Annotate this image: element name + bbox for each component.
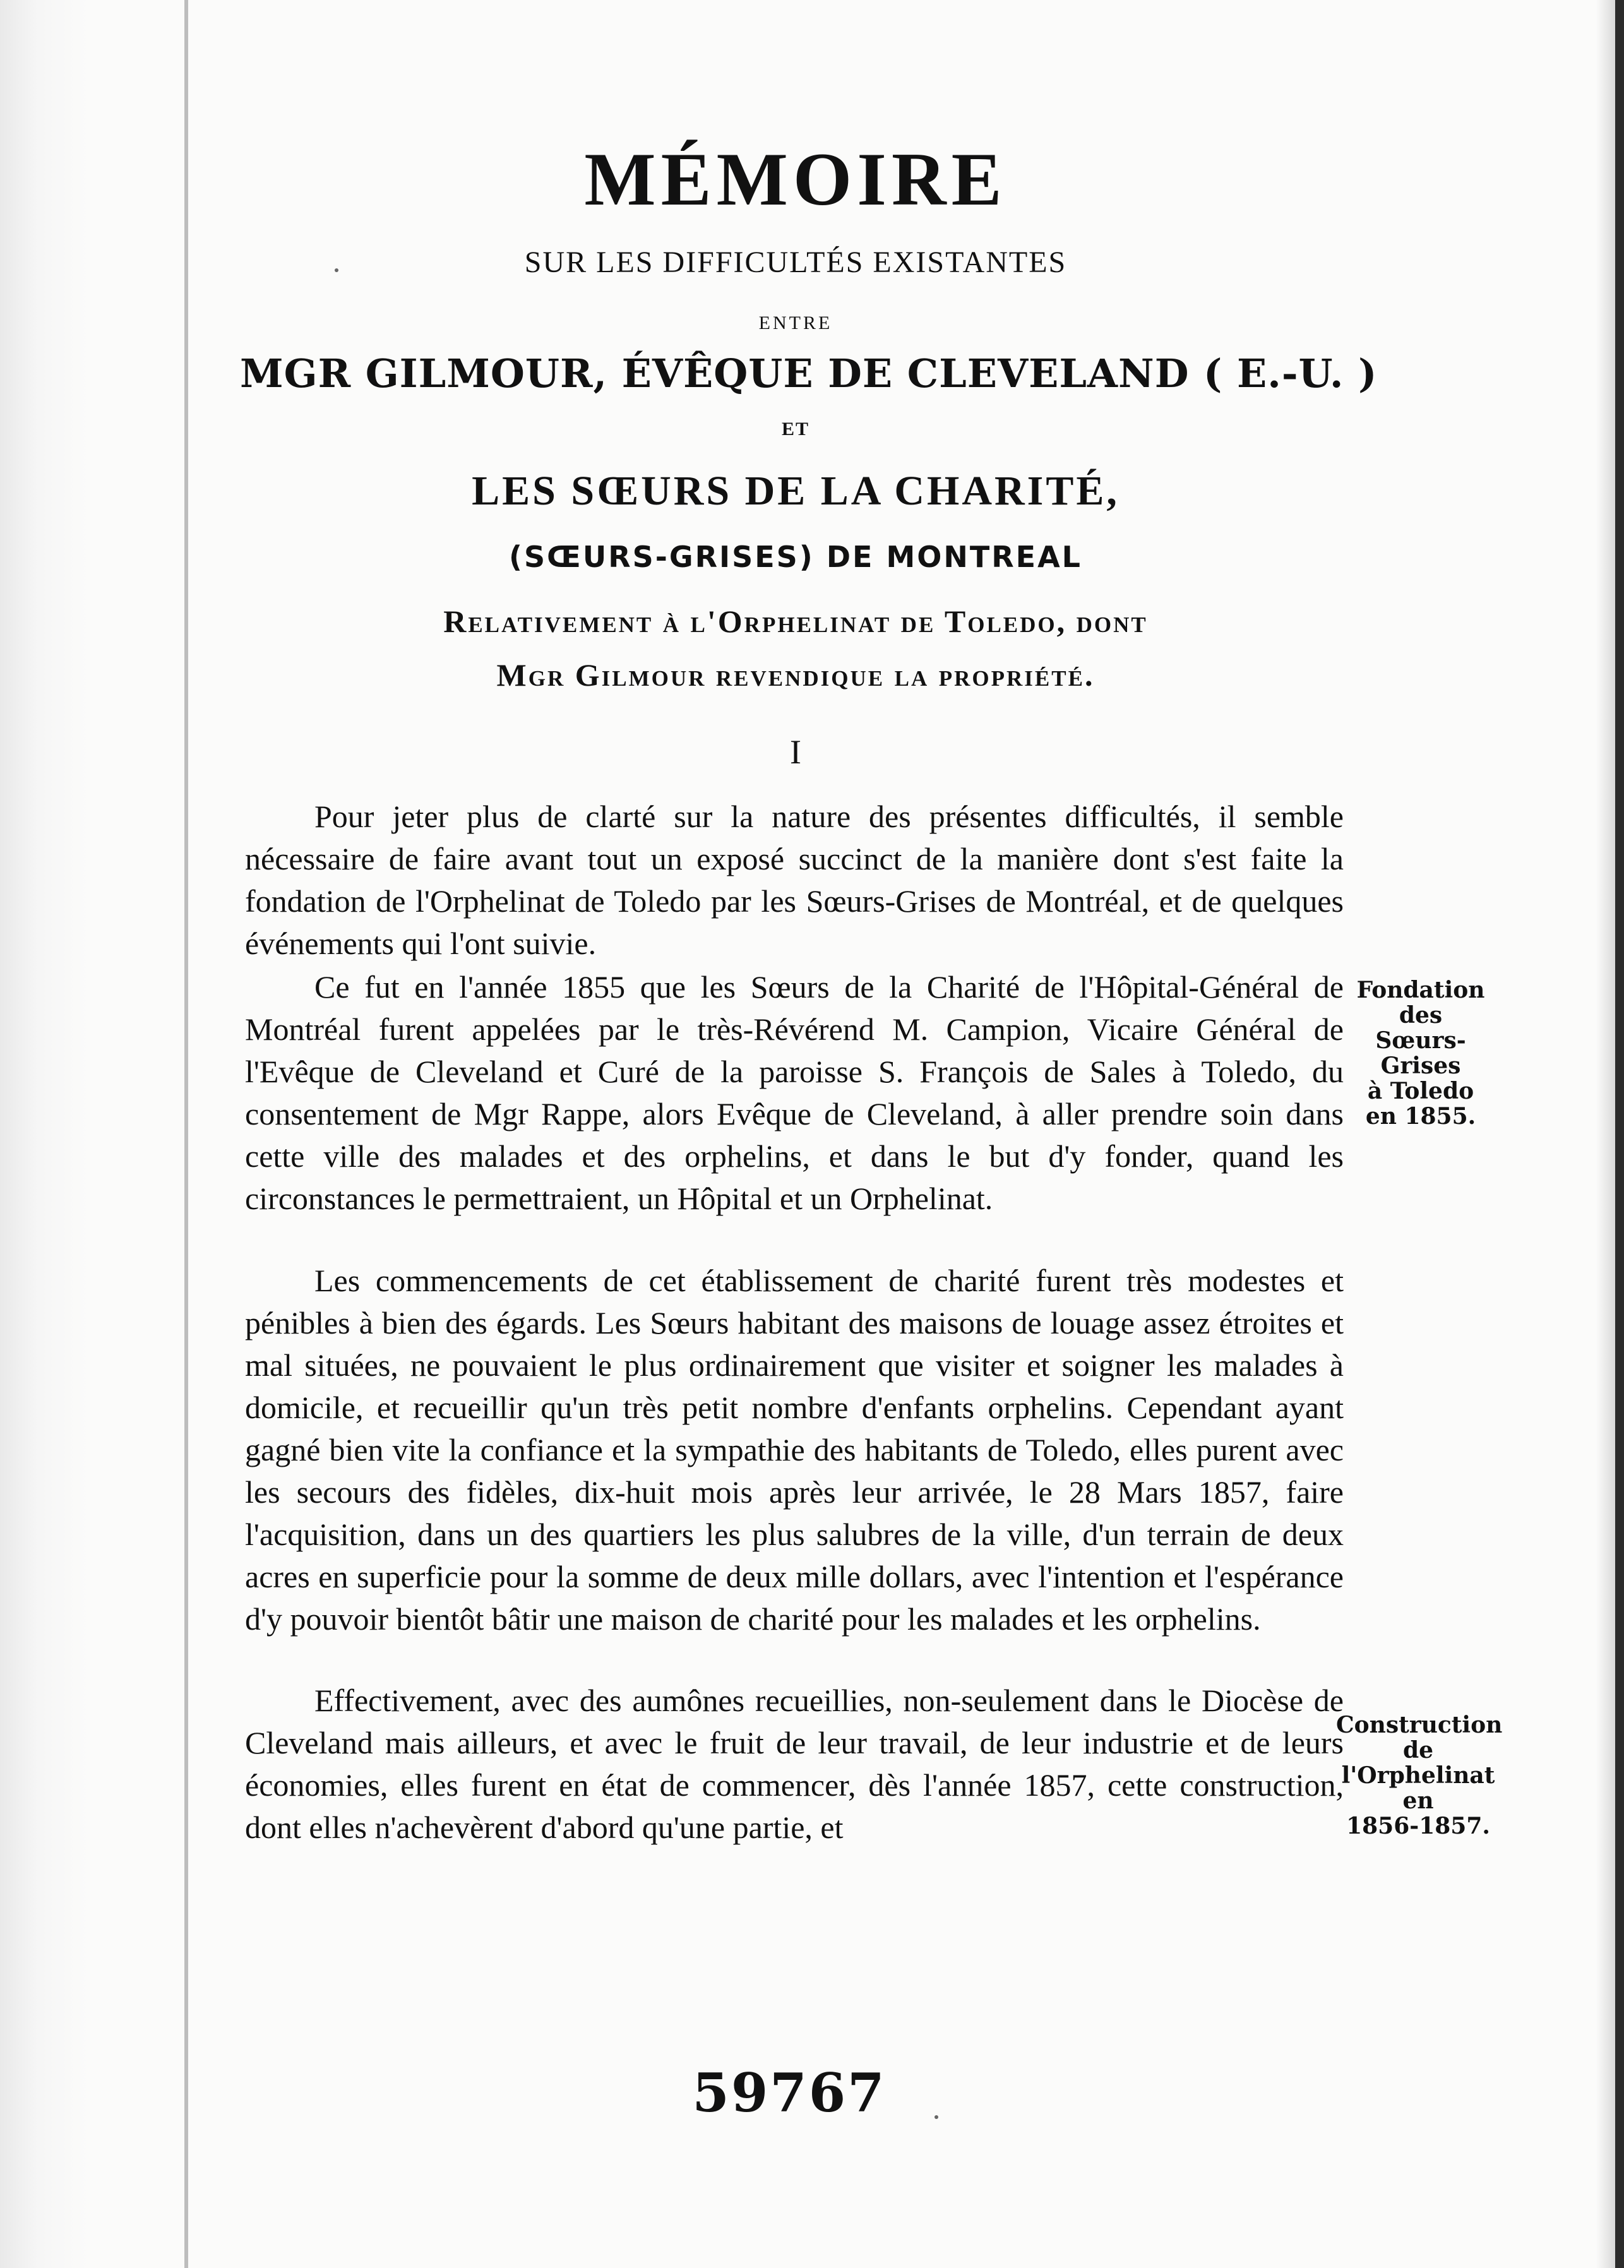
document-subtitle: SUR LES DIFFICULTÉS EXISTANTES [524,246,1067,279]
print-speck [934,2115,938,2119]
paragraph-text: Pour jeter plus de clarté sur la nature des présentes difficultés, il semble nécessaire de faire avant tout un exposé succinct de la manière dont s'est faite la fondation de l'Orphelinat de Toledo par les Sœurs-Grises de Montréal, et de quelques événements qui l'ont suivie. [245,799,1344,961]
entre-word: ENTRE [758,313,833,333]
page-left-edge [0,0,189,2268]
margin-note-line: 1856-1857. [1346,1813,1490,1839]
margin-note-fondation [1339,977,1503,1129]
margin-note-line: en [1402,1788,1434,1814]
paragraph-1 [245,796,1344,965]
margin-note-line: à Toledo [1367,1078,1474,1104]
paragraph-3 [245,1260,1344,1640]
section-number: I [790,733,801,771]
catalog-number: 59767 [692,2062,887,2124]
paragraph-text: Effectivement, avec des aumônes recueillies, non-seulement dans le Diocèse de Cleveland mais ailleurs, et avec le fruit de leur travail, de leur industrie et de leurs économies, elles furent en état de commencer, dès l'année 1857, cette construction, dont elles n'achevèrent d'abord qu'une partie, et [245,1683,1344,1845]
revendique-line: Mgr Gilmour revendique la propriété. [496,657,1095,693]
paragraph-2 [245,966,1344,1220]
et-word: ET [781,419,810,439]
document-title: MÉMOIRE [584,137,1007,221]
grises-line: (SŒURS-GRISES) DE MONTREAL [509,540,1082,574]
sisters-line: LES SŒURS DE LA CHARITÉ, [472,468,1119,514]
margin-note-line: de [1402,1737,1434,1764]
margin-note-line: des [1399,1002,1443,1029]
margin-note-line: Construction [1336,1712,1503,1738]
paragraph-4 [245,1680,1344,1849]
paragraph-text: Ce fut en l'année 1855 que les Sœurs de la Charité de l'Hôpital-Général de Montréal furent appelées par le très-Révérend M. Campion, Vicaire Général de l'Evêque de Cleveland et Curé de la paroisse S. François de Sales à Toledo, du consentement de Mgr Rappe, alors Evêque de Cleveland, à aller prendre soin dans cette ville des malades et des orphelins, et dans le but d'y fonder, quand les circonstances le permettraient, un Hôpital et un Orphelinat. [245,969,1344,1216]
binding-line [184,0,188,2268]
page-right-shadow [1596,0,1615,2268]
margin-note-construction [1336,1712,1503,1839]
bishop-line: MGR GILMOUR, ÉVÊQUE DE CLEVELAND ( E.-U. ) [240,350,1378,397]
page-right-edge [1615,0,1624,2268]
margin-note-line: Fondation [1356,977,1485,1003]
margin-note-line: l'Orphelinat [1341,1762,1495,1789]
paragraph-text: Les commencements de cet établissement de charité furent très modestes et pénibles à bien des égards. Les Sœurs habitant des maisons de louage assez étroites et mal situées, ne pouvaient le plus ordinairement que visiter et soigner les malades à domicile, et recueillir qu'un très petit nombre d'enfants orphelins. Cependant ayant gagné bien vite la confiance et la sympathie des habitants de Toledo, elles purent avec les secours des fidèles, dix-huit mois après leur arrivée, le 28 Mars 1857, faire l'acquisition, dans un des quartiers les plus salubres de la ville, d'un terrain de deux acres en superficie pour la somme de deux mille dollars, avec l'intention et l'espérance d'y pouvoir bientôt bâtir une maison de charité pour les malades et les orphelins. [245,1263,1344,1637]
margin-note-line: en 1855. [1365,1103,1476,1130]
relative-line: Relativement à l'Orphelinat de Toledo, dont [443,604,1148,639]
margin-note-line: Sœurs-Grises [1375,1027,1466,1079]
